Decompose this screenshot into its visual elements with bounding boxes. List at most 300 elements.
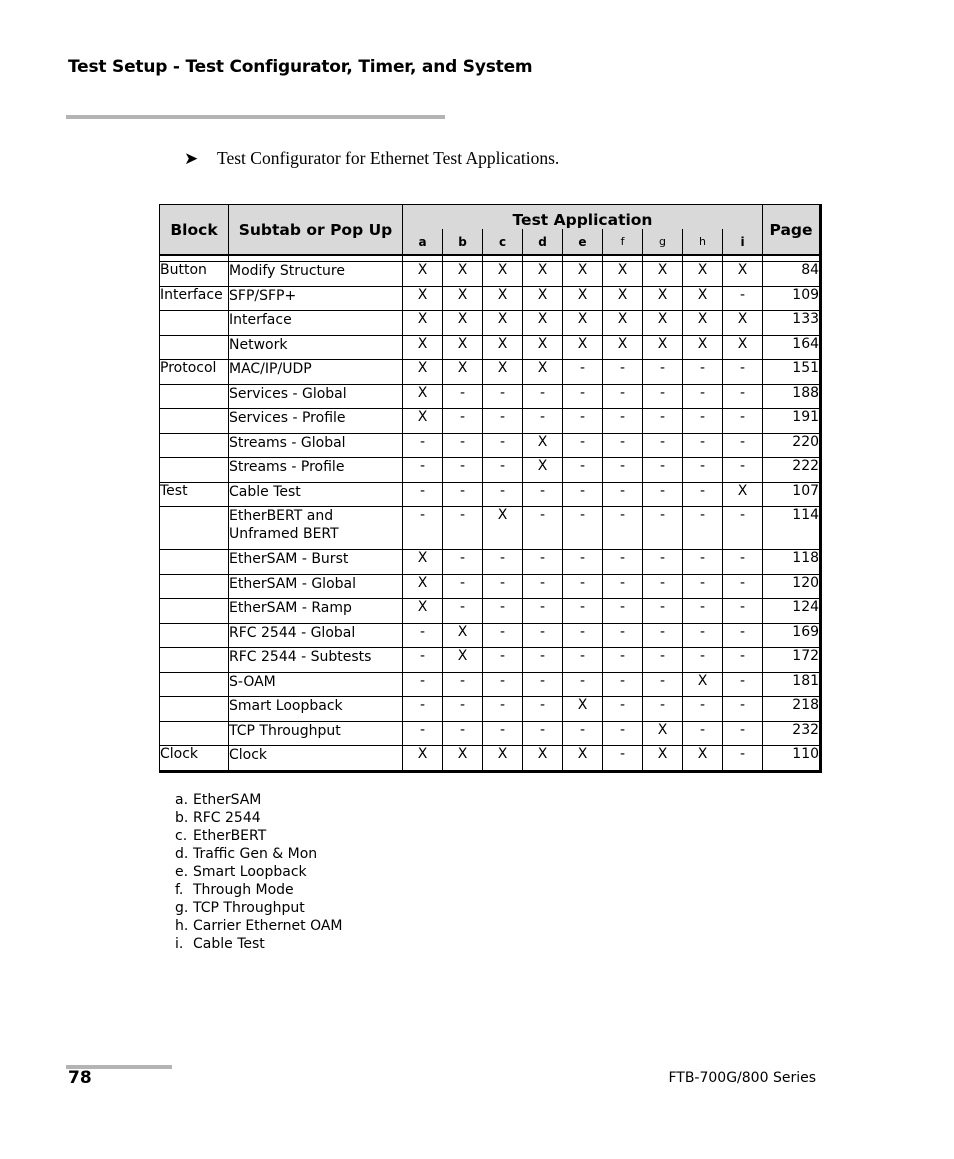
- page-number: 78: [68, 1068, 92, 1088]
- mark-cell-f: -: [603, 384, 643, 409]
- mark-cell-f: -: [603, 360, 643, 385]
- block-cell: [160, 648, 229, 673]
- mark-cell-e: X: [563, 311, 603, 336]
- mark-cell-h: -: [683, 458, 723, 483]
- table-row: [160, 458, 821, 483]
- mark-cell-a: X: [403, 286, 443, 311]
- mark-cell-f: X: [603, 286, 643, 311]
- mark-cell-e: X: [563, 262, 603, 287]
- mark-cell-c: -: [483, 697, 523, 722]
- mark-cell-c: -: [483, 384, 523, 409]
- intro-text: Test Configurator for Ethernet Test Applications.: [217, 148, 560, 168]
- legend-letter: e.: [175, 864, 189, 880]
- subtab-cell: Services - Profile: [229, 409, 403, 434]
- subtab-cell: EtherSAM - Burst: [229, 550, 403, 575]
- mark-cell-c: X: [483, 286, 523, 311]
- mark-cell-e: -: [563, 648, 603, 673]
- subtab-cell: Modify Structure: [229, 262, 403, 287]
- legend-item: [160, 791, 343, 809]
- legend-text: Carrier Ethernet OAM: [193, 918, 343, 934]
- mark-cell-g: -: [643, 574, 683, 599]
- table-row: [160, 409, 821, 434]
- page-cell: 188: [763, 384, 821, 409]
- mark-cell-a: -: [403, 623, 443, 648]
- mark-cell-i: -: [723, 286, 763, 311]
- header-col-f: f: [603, 229, 643, 255]
- mark-cell-i: -: [723, 599, 763, 624]
- mark-cell-h: X: [683, 262, 723, 287]
- subtab-cell: EtherBERT and Unframed BERT: [229, 507, 403, 550]
- mark-cell-b: -: [443, 599, 483, 624]
- mark-cell-i: -: [723, 409, 763, 434]
- subtab-cell: Streams - Global: [229, 433, 403, 458]
- mark-cell-f: X: [603, 335, 643, 360]
- header-col-h: h: [683, 229, 723, 255]
- page-cell: 124: [763, 599, 821, 624]
- block-cell: [160, 697, 229, 722]
- legend-text: EtherSAM: [193, 792, 262, 808]
- mark-cell-e: -: [563, 574, 603, 599]
- mark-cell-h: X: [683, 746, 723, 772]
- mark-cell-h: X: [683, 672, 723, 697]
- header-col-d: d: [523, 229, 563, 255]
- mark-cell-e: -: [563, 599, 603, 624]
- table-row: [160, 311, 821, 336]
- mark-cell-i: -: [723, 648, 763, 673]
- block-cell: [160, 550, 229, 575]
- mark-cell-e: -: [563, 672, 603, 697]
- header-rule: [66, 115, 445, 119]
- mark-cell-g: -: [643, 384, 683, 409]
- subtab-cell: S-OAM: [229, 672, 403, 697]
- footnote-legend: [160, 791, 343, 953]
- mark-cell-f: -: [603, 482, 643, 507]
- mark-cell-d: X: [523, 433, 563, 458]
- mark-cell-i: -: [723, 550, 763, 575]
- mark-cell-c: -: [483, 623, 523, 648]
- block-cell: [160, 507, 229, 550]
- table-row: [160, 335, 821, 360]
- product-series: FTB-700G/800 Series: [668, 1070, 816, 1086]
- block-cell: [160, 672, 229, 697]
- header-col-c: c: [483, 229, 523, 255]
- mark-cell-d: -: [523, 721, 563, 746]
- mark-cell-a: X: [403, 599, 443, 624]
- page-cell: 181: [763, 672, 821, 697]
- mark-cell-g: -: [643, 458, 683, 483]
- mark-cell-d: -: [523, 574, 563, 599]
- mark-cell-d: -: [523, 599, 563, 624]
- mark-cell-h: -: [683, 550, 723, 575]
- mark-cell-b: X: [443, 262, 483, 287]
- mark-cell-b: -: [443, 507, 483, 550]
- subtab-cell: RFC 2544 - Subtests: [229, 648, 403, 673]
- mark-cell-e: -: [563, 360, 603, 385]
- page-header-title: Test Setup - Test Configurator, Timer, and System: [68, 57, 533, 77]
- legend-text: Through Mode: [193, 882, 294, 898]
- mark-cell-a: -: [403, 458, 443, 483]
- block-cell: [160, 311, 229, 336]
- header-col-g: g: [643, 229, 683, 255]
- legend-item: [160, 827, 343, 845]
- mark-cell-f: -: [603, 672, 643, 697]
- mark-cell-d: -: [523, 507, 563, 550]
- mark-cell-a: X: [403, 550, 443, 575]
- mark-cell-e: -: [563, 623, 603, 648]
- block-cell: [160, 623, 229, 648]
- page-cell: 110: [763, 746, 821, 772]
- mark-cell-a: -: [403, 482, 443, 507]
- legend-letter: i.: [175, 936, 184, 952]
- mark-cell-i: -: [723, 721, 763, 746]
- mark-cell-f: -: [603, 599, 643, 624]
- mark-cell-i: X: [723, 335, 763, 360]
- mark-cell-e: -: [563, 482, 603, 507]
- legend-text: Smart Loopback: [193, 864, 307, 880]
- mark-cell-i: -: [723, 458, 763, 483]
- mark-cell-i: X: [723, 311, 763, 336]
- mark-cell-c: X: [483, 746, 523, 772]
- table-row: [160, 721, 821, 746]
- mark-cell-d: -: [523, 672, 563, 697]
- table-row: [160, 697, 821, 722]
- mark-cell-c: -: [483, 721, 523, 746]
- mark-cell-i: -: [723, 697, 763, 722]
- table-row: [160, 648, 821, 673]
- table-row: [160, 507, 821, 550]
- mark-cell-f: -: [603, 507, 643, 550]
- mark-cell-g: -: [643, 507, 683, 550]
- mark-cell-b: X: [443, 648, 483, 673]
- mark-cell-c: X: [483, 335, 523, 360]
- mark-cell-g: -: [643, 409, 683, 434]
- mark-cell-a: X: [403, 746, 443, 772]
- mark-cell-i: -: [723, 360, 763, 385]
- arrow-bullet-icon: ➤: [184, 148, 199, 169]
- mark-cell-i: -: [723, 507, 763, 550]
- mark-cell-e: X: [563, 286, 603, 311]
- mark-cell-f: -: [603, 623, 643, 648]
- header-col-i: i: [723, 229, 763, 255]
- mark-cell-d: -: [523, 648, 563, 673]
- mark-cell-a: -: [403, 648, 443, 673]
- mark-cell-h: -: [683, 360, 723, 385]
- block-cell: [160, 409, 229, 434]
- legend-letter: a.: [175, 792, 189, 808]
- page-cell: 114: [763, 507, 821, 550]
- page-cell: 222: [763, 458, 821, 483]
- mark-cell-d: -: [523, 384, 563, 409]
- mark-cell-b: X: [443, 311, 483, 336]
- mark-cell-f: -: [603, 697, 643, 722]
- subtab-cell: Network: [229, 335, 403, 360]
- page-cell: 109: [763, 286, 821, 311]
- mark-cell-c: -: [483, 672, 523, 697]
- mark-cell-f: X: [603, 311, 643, 336]
- mark-cell-d: -: [523, 409, 563, 434]
- mark-cell-d: X: [523, 746, 563, 772]
- subtab-cell: Services - Global: [229, 384, 403, 409]
- test-configurator-table: [159, 204, 822, 773]
- mark-cell-g: X: [643, 286, 683, 311]
- table-row: [160, 360, 821, 385]
- mark-cell-e: -: [563, 409, 603, 434]
- block-cell: Interface: [160, 286, 229, 311]
- subtab-cell: EtherSAM - Global: [229, 574, 403, 599]
- mark-cell-i: -: [723, 384, 763, 409]
- mark-cell-f: -: [603, 574, 643, 599]
- table-row: [160, 384, 821, 409]
- subtab-cell: Streams - Profile: [229, 458, 403, 483]
- page-cell: 218: [763, 697, 821, 722]
- legend-item: [160, 881, 343, 899]
- mark-cell-e: -: [563, 721, 603, 746]
- mark-cell-d: X: [523, 335, 563, 360]
- intro-line: [184, 148, 559, 169]
- legend-letter: g.: [175, 900, 189, 916]
- mark-cell-g: X: [643, 746, 683, 772]
- mark-cell-a: X: [403, 574, 443, 599]
- legend-text: RFC 2544: [193, 810, 261, 826]
- page-cell: 169: [763, 623, 821, 648]
- page-cell: 118: [763, 550, 821, 575]
- block-cell: [160, 433, 229, 458]
- mark-cell-c: -: [483, 433, 523, 458]
- mark-cell-b: -: [443, 409, 483, 434]
- mark-cell-d: X: [523, 262, 563, 287]
- block-cell: Protocol: [160, 360, 229, 385]
- block-cell: [160, 384, 229, 409]
- mark-cell-e: -: [563, 384, 603, 409]
- mark-cell-b: -: [443, 721, 483, 746]
- mark-cell-h: -: [683, 648, 723, 673]
- mark-cell-b: X: [443, 286, 483, 311]
- page-cell: 172: [763, 648, 821, 673]
- mark-cell-d: -: [523, 550, 563, 575]
- header-page: Page: [763, 205, 821, 256]
- mark-cell-b: -: [443, 384, 483, 409]
- mark-cell-g: X: [643, 311, 683, 336]
- mark-cell-a: X: [403, 360, 443, 385]
- header-col-a: a: [403, 229, 443, 255]
- legend-letter: h.: [175, 918, 189, 934]
- mark-cell-h: -: [683, 507, 723, 550]
- mark-cell-h: X: [683, 286, 723, 311]
- mark-cell-f: -: [603, 746, 643, 772]
- table-row: [160, 574, 821, 599]
- mark-cell-c: X: [483, 262, 523, 287]
- mark-cell-i: -: [723, 746, 763, 772]
- mark-cell-i: X: [723, 482, 763, 507]
- header-subtab: Subtab or Pop Up: [229, 205, 403, 256]
- mark-cell-b: -: [443, 672, 483, 697]
- legend-text: Traffic Gen & Mon: [193, 846, 318, 862]
- mark-cell-g: -: [643, 623, 683, 648]
- table-row: [160, 672, 821, 697]
- legend-item: [160, 809, 343, 827]
- mark-cell-h: -: [683, 599, 723, 624]
- mark-cell-f: -: [603, 721, 643, 746]
- table-row: [160, 623, 821, 648]
- page-cell: 107: [763, 482, 821, 507]
- mark-cell-e: -: [563, 458, 603, 483]
- block-cell: [160, 335, 229, 360]
- header-test-application: Test Application: [403, 205, 763, 230]
- legend-item: [160, 935, 343, 953]
- header-col-b: b: [443, 229, 483, 255]
- mark-cell-b: -: [443, 433, 483, 458]
- mark-cell-g: -: [643, 360, 683, 385]
- mark-cell-a: -: [403, 697, 443, 722]
- mark-cell-b: -: [443, 550, 483, 575]
- mark-cell-g: -: [643, 697, 683, 722]
- page-cell: 133: [763, 311, 821, 336]
- mark-cell-c: -: [483, 409, 523, 434]
- mark-cell-d: -: [523, 697, 563, 722]
- mark-cell-h: -: [683, 623, 723, 648]
- table-row: [160, 746, 821, 772]
- mark-cell-g: -: [643, 672, 683, 697]
- table-row: [160, 433, 821, 458]
- mark-cell-c: -: [483, 458, 523, 483]
- mark-cell-h: -: [683, 721, 723, 746]
- block-cell: [160, 574, 229, 599]
- table-row: [160, 286, 821, 311]
- mark-cell-e: X: [563, 746, 603, 772]
- mark-cell-g: X: [643, 262, 683, 287]
- mark-cell-g: X: [643, 335, 683, 360]
- mark-cell-a: -: [403, 672, 443, 697]
- subtab-cell: EtherSAM - Ramp: [229, 599, 403, 624]
- mark-cell-i: -: [723, 574, 763, 599]
- legend-letter: b.: [175, 810, 189, 826]
- mark-cell-h: X: [683, 335, 723, 360]
- mark-cell-h: -: [683, 409, 723, 434]
- mark-cell-h: -: [683, 574, 723, 599]
- mark-cell-a: -: [403, 507, 443, 550]
- subtab-cell: SFP/SFP+: [229, 286, 403, 311]
- mark-cell-c: X: [483, 360, 523, 385]
- mark-cell-i: X: [723, 262, 763, 287]
- mark-cell-f: -: [603, 458, 643, 483]
- mark-cell-b: -: [443, 697, 483, 722]
- mark-cell-a: X: [403, 262, 443, 287]
- mark-cell-g: -: [643, 433, 683, 458]
- mark-cell-e: -: [563, 507, 603, 550]
- mark-cell-a: -: [403, 433, 443, 458]
- mark-cell-a: -: [403, 721, 443, 746]
- legend-item: [160, 899, 343, 917]
- mark-cell-d: X: [523, 311, 563, 336]
- mark-cell-c: -: [483, 648, 523, 673]
- block-cell: [160, 458, 229, 483]
- subtab-cell: MAC/IP/UDP: [229, 360, 403, 385]
- block-cell: Button: [160, 262, 229, 287]
- mark-cell-h: -: [683, 433, 723, 458]
- block-cell: [160, 721, 229, 746]
- mark-cell-b: -: [443, 458, 483, 483]
- mark-cell-b: -: [443, 482, 483, 507]
- mark-cell-i: -: [723, 433, 763, 458]
- legend-item: [160, 917, 343, 935]
- mark-cell-e: -: [563, 433, 603, 458]
- mark-cell-d: -: [523, 623, 563, 648]
- mark-cell-f: X: [603, 262, 643, 287]
- mark-cell-c: X: [483, 507, 523, 550]
- page-cell: 151: [763, 360, 821, 385]
- subtab-cell: Smart Loopback: [229, 697, 403, 722]
- mark-cell-e: -: [563, 550, 603, 575]
- mark-cell-f: -: [603, 648, 643, 673]
- table-row: [160, 482, 821, 507]
- mark-cell-f: -: [603, 550, 643, 575]
- legend-text: EtherBERT: [193, 828, 267, 844]
- table-row: [160, 262, 821, 287]
- mark-cell-a: X: [403, 335, 443, 360]
- block-cell: [160, 599, 229, 624]
- mark-cell-i: -: [723, 672, 763, 697]
- mark-cell-c: -: [483, 574, 523, 599]
- mark-cell-g: -: [643, 482, 683, 507]
- mark-cell-c: -: [483, 482, 523, 507]
- table-row: [160, 599, 821, 624]
- header-block: Block: [160, 205, 229, 256]
- legend-letter: c.: [175, 828, 188, 844]
- legend-text: TCP Throughput: [193, 900, 305, 916]
- header-col-e: e: [563, 229, 603, 255]
- page-cell: 232: [763, 721, 821, 746]
- mark-cell-b: X: [443, 623, 483, 648]
- mark-cell-f: -: [603, 409, 643, 434]
- subtab-cell: Clock: [229, 746, 403, 772]
- subtab-cell: Cable Test: [229, 482, 403, 507]
- legend-item: [160, 863, 343, 881]
- mark-cell-d: X: [523, 286, 563, 311]
- mark-cell-g: -: [643, 599, 683, 624]
- page-cell: 120: [763, 574, 821, 599]
- mark-cell-c: X: [483, 311, 523, 336]
- mark-cell-h: -: [683, 697, 723, 722]
- subtab-cell: Interface: [229, 311, 403, 336]
- legend-letter: d.: [175, 846, 189, 862]
- mark-cell-c: -: [483, 599, 523, 624]
- legend-item: [160, 845, 343, 863]
- mark-cell-e: X: [563, 697, 603, 722]
- mark-cell-c: -: [483, 550, 523, 575]
- mark-cell-d: X: [523, 360, 563, 385]
- mark-cell-g: X: [643, 721, 683, 746]
- mark-cell-e: X: [563, 335, 603, 360]
- legend-letter: f.: [175, 882, 184, 898]
- mark-cell-h: -: [683, 384, 723, 409]
- mark-cell-a: X: [403, 384, 443, 409]
- mark-cell-h: X: [683, 311, 723, 336]
- mark-cell-b: -: [443, 574, 483, 599]
- mark-cell-f: -: [603, 433, 643, 458]
- mark-cell-h: -: [683, 482, 723, 507]
- block-cell: Test: [160, 482, 229, 507]
- mark-cell-b: X: [443, 360, 483, 385]
- mark-cell-g: -: [643, 550, 683, 575]
- page-cell: 191: [763, 409, 821, 434]
- mark-cell-a: X: [403, 409, 443, 434]
- table-row: [160, 550, 821, 575]
- page-cell: 164: [763, 335, 821, 360]
- page-cell: 220: [763, 433, 821, 458]
- mark-cell-a: X: [403, 311, 443, 336]
- mark-cell-d: X: [523, 458, 563, 483]
- page-cell: 84: [763, 262, 821, 287]
